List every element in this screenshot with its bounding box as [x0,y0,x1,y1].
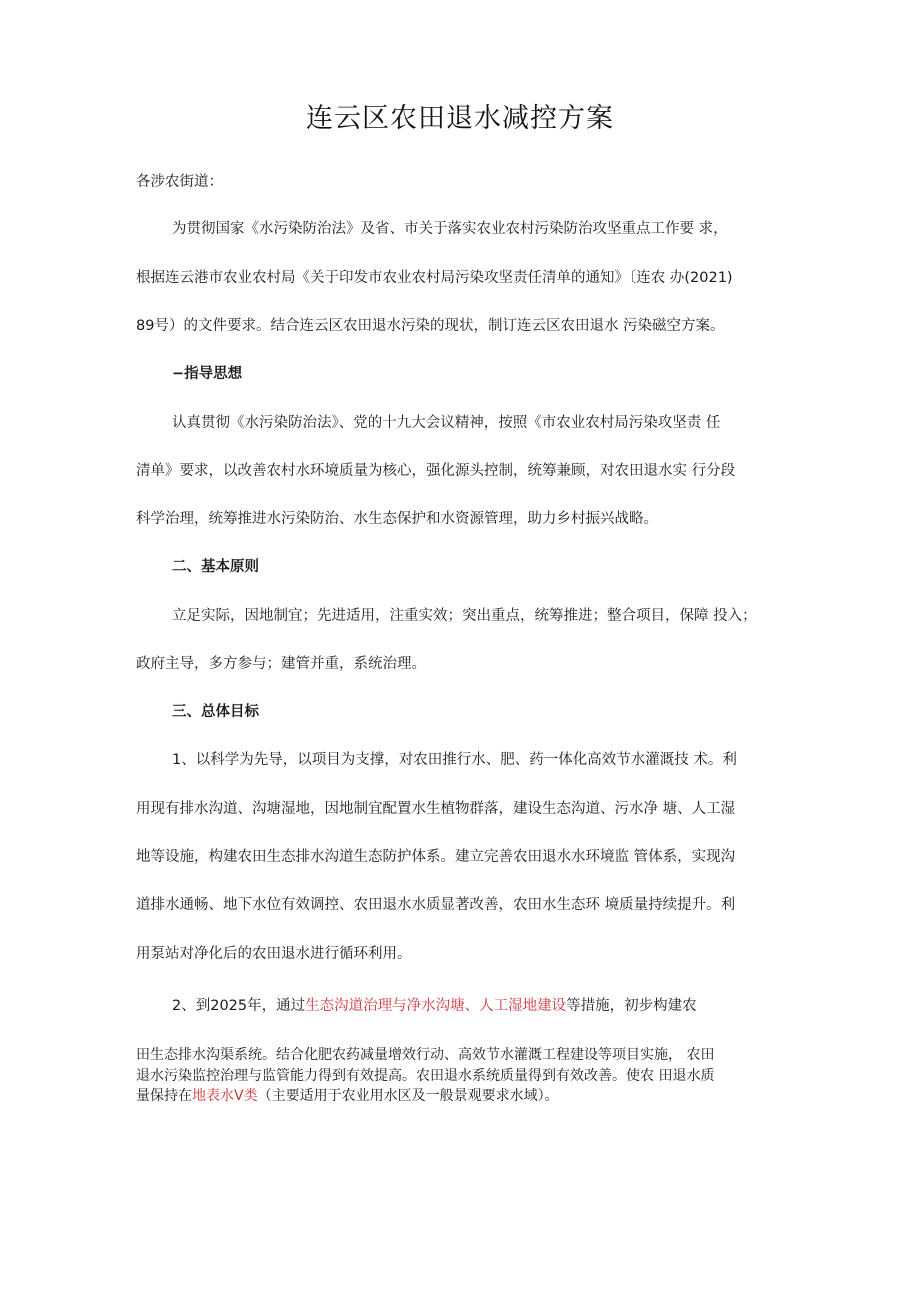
intro-line-2: 根据连云港市农业农村局《关于印发市农业农村局污染攻坚责任清单的通知》〔连农 办(2021) [136,270,733,286]
intro-line-1: 为贯彻国家《水污染防治法》及省、市关于落实农业农村污染防治攻坚重点工作要 求， [172,221,728,237]
goal2-highlight-measures: 生态沟道治理与净水沟塘、人工湿地建设 [305,998,567,1014]
section2-line-2: 政府主导，多方参与；建管并重，系统治理。 [136,656,426,672]
salutation: 各涉农街道： [136,174,223,190]
goal1-line-3: 地等设施，构建农田生态排水沟道生态防护体系。建立完善农田退水水环境监 管体系，实现沟 [136,849,736,865]
section1-line-1: 认真贯彻《水污染防治法》、党的十九大会议精神，按照《市农业农村局污染攻坚责 任 [172,415,721,431]
goal2-text-pre: 2、到2025年，通过 [172,998,306,1014]
goal2-line4-pre: 量保持在 [136,1088,192,1104]
goal1-line-1: 1、以科学为先导，以项目为支撑，对农田推行水、肥、药一体化高效节水灌溉技 术。利 [172,752,737,768]
goal2-highlight-water-class: 地表水V类 [192,1088,258,1104]
section-heading-guiding-ideology: −指导思想 [172,366,243,382]
goal2-line-4 [136,1087,559,1105]
goal2-line-3: 退水污染监控治理与监管能力得到有效提高。农田退水系统质量得到有效改善。使农 田退水质 [136,1068,715,1084]
goal1-line-4: 道排水通畅、地下水位有效调控、农田退水水质显著改善，农田水生态环 境质量持续提升。利 [136,897,736,913]
section2-line-1: 立足实际，因地制宜；先进适用，注重实效；突出重点，统筹推进；整合项目，保障 投入； [172,608,757,624]
goal2-line-1 [172,996,697,1016]
document-title: 连云区农田退水减控方案 [306,103,614,134]
intro-line-3: 89号）的文件要求。结合连云区农田退水污染的现状，制订连云区农田退水 污染磁空方案。 [136,318,725,334]
section-heading-basic-principles: 二、基本原则 [172,559,259,575]
goal1-line-5: 用泵站对净化后的农田退水进行循环利用。 [136,946,412,962]
goal2-line-2: 田生态排水沟渠系统。结合化肥农药减量增效行动、高效节水灌溉工程建设等项目实施， 农田 [136,1047,715,1063]
section1-line-2: 清单》要求，以改善农村水环境质量为核心，强化源头控制，统筹兼顾，对农田退水实 行分段 [136,463,736,479]
goal2-line4-post: （主要适用于农业用水区及一般景观要求水域）。 [257,1088,559,1104]
section-heading-overall-goals: 三、总体目标 [172,704,259,720]
goal2-text-post: 等措施，初步构建农 [566,998,697,1014]
section1-line-3: 科学治理，统筹推进水污染防治、水生态保护和水资源管理，助力乡村振兴战略。 [136,511,658,527]
goal1-line-2: 用现有排水沟道、沟塘湿地，因地制宜配置水生植物群落，建设生态沟道、污水净 塘、人工湿 [136,801,736,817]
